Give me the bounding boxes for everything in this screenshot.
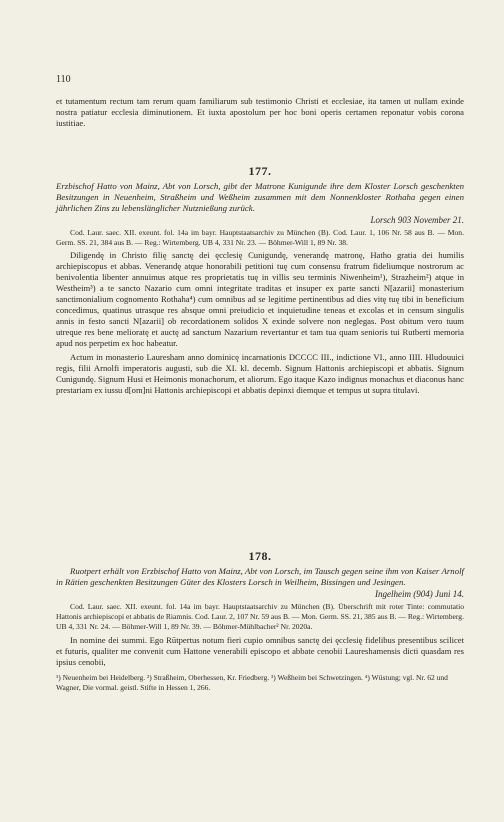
top-paragraph-block [56, 96, 464, 129]
top-paragraph: et tutamentum rectum tam rerum quam familiarum sub testimonio Christi et ecclesiae, ita tamen ut nullam exinde nostra patiatur ecclesia diminutionem. Et iuxta apostolum per hoc boni operis certamen reponatur vobis corona iustitiae. [56, 96, 464, 128]
document-178-number: 178. [248, 549, 272, 563]
document-178-text: In nomine dei summi. Ego Rūtpertus notum fieri cupio omnibus sanctę dei ęcclesię fidelibus presentibus scilicet et futuris, qualiter me convenit cum Hattone venerabili episcopo et abbate cenobii Laureshamensis dicti quasdam res ipsius cenobii, [56, 635, 464, 667]
document-178 [56, 549, 464, 693]
document-177-text: Diligendę in Christo filię sanctę dei ęcclesię Cunigundę, venerandę matronę, Hatho gratia dei humilis archiepiscopus et abbas. Venerandę atque honorabili petitioni tuę cum consensu fratrum fideliumque nostrorum ac benivolentia libenter annuimus atque res proprietatis tuę in villis seu terminis Niwenheim¹), Strazheim²) atque in Westheim³) a te sancto Nazario cum omni integritate traditas et insuper ex parte sancti N[azarii] monasterium sanctimonialium cognomento Rothaha⁴) cum omnibus ad se legitime pertinentibus ad dies vitę tuę tibi in beneficium concedimus, quatinus utrasque res absque omni preiudicio et inquietudine teneas et excolas et in censum singulis annis in festo sancti N[azarii] ob recordationem solidos X exinde solvere non neglegas. Post obitum vero tuum utreque res bene melioratę et auctę ad sanctum Nazarium revertantur et tam tua quam senioris tui Rutberti memoria apud nos perpetim ex hoc habeatur. [56, 250, 464, 348]
document-178-sources: Cod. Laur. saec. XII. exeunt. fol. 14a im bayr. Hauptstaatsarchiv zu München (B). Überschrift mit roter Tinte: commutatio Hattonis archiepiscopi et abbatis de Riamnis. Cod. Laur. 2, 107 Nr. 59 aus B. — Mon. Germ. SS. 21, 385 aus B. — Reg.: Wirtemberg. UB 4, 331 Nr. 24. — Böhmer-Will 1, 89 Nr. 39. — Böhmer-Mühlbacher² Nr. 2020a. [56, 602, 464, 631]
document-177-summary: Erzbischof Hatto von Mainz, Abt von Lorsch, gibt der Matrone Kunigunde ihre dem Kloster Lorsch geschenkten Besitzungen in Neuenheim, Straßheim und Weßheim zusammen mit dem Nonnenkloster Rothaha gegen einen jährlichen Zins zu lebenslänglicher Nutznießung zurück. [56, 181, 464, 213]
document-177-number: 177. [248, 164, 272, 178]
document-178-summary: Ruotpert erhält von Erzbischof Hatto von Mainz, Abt von Lorsch, im Tausch gegen seine ihm von Kaiser Arnolf in Rätien geschenkten Besitzungen Güter des Klosters Lorsch in Weilheim, Bissingen und Jesingen. [56, 566, 464, 587]
document-177-date: Lorsch 903 November 21. [370, 215, 464, 225]
document-177-actum: Actum in monasterio Lauresham anno dominicę incarnationis DCCCC III., indictione VI., anno IIII. Hludouuici regis, filii Arnolfi imperatoris augusti, sub die XI. kl. decemb. Signum Hattonis archiepiscopi et abbatis. Signum Cunigundę. Signum Husi et Heimonis monachorum, et aliorum. Ego itaque Kazo indignus monachus et diaconus hanc prestariam ex iussu d[om]ni Hattonis archiepiscopi et abbatis depinxi diemque et tempus ut supra titulavi. [56, 352, 464, 395]
footnote: ¹) Neuenheim bei Heidelberg. ²) Straßheim, Oberhessen, Kr. Friedberg. ³) Weßheim bei Schwetzingen. ⁴) Wüstung; vgl. Nr. 62 und Wagner, Die vormal. geistl. Stifte in Hessen 1, 266. [56, 673, 448, 692]
document-177-sources: Cod. Laur. saec. XII. exeunt. fol. 14a im bayr. Hauptstaatsarchiv zu München (B). Cod. Laur. 1, 106 Nr. 58 aus B. — Mon. Germ. SS. 21, 384 aus B. — Reg.: Wirtemberg. UB 4, 331 Nr. 23. — Böhmer-Will 1, 89 Nr. 38. [56, 228, 464, 247]
page-number: 110 [56, 74, 71, 85]
document-178-date: Ingelheim (904) Juni 14. [375, 589, 464, 599]
document-177 [56, 164, 464, 396]
